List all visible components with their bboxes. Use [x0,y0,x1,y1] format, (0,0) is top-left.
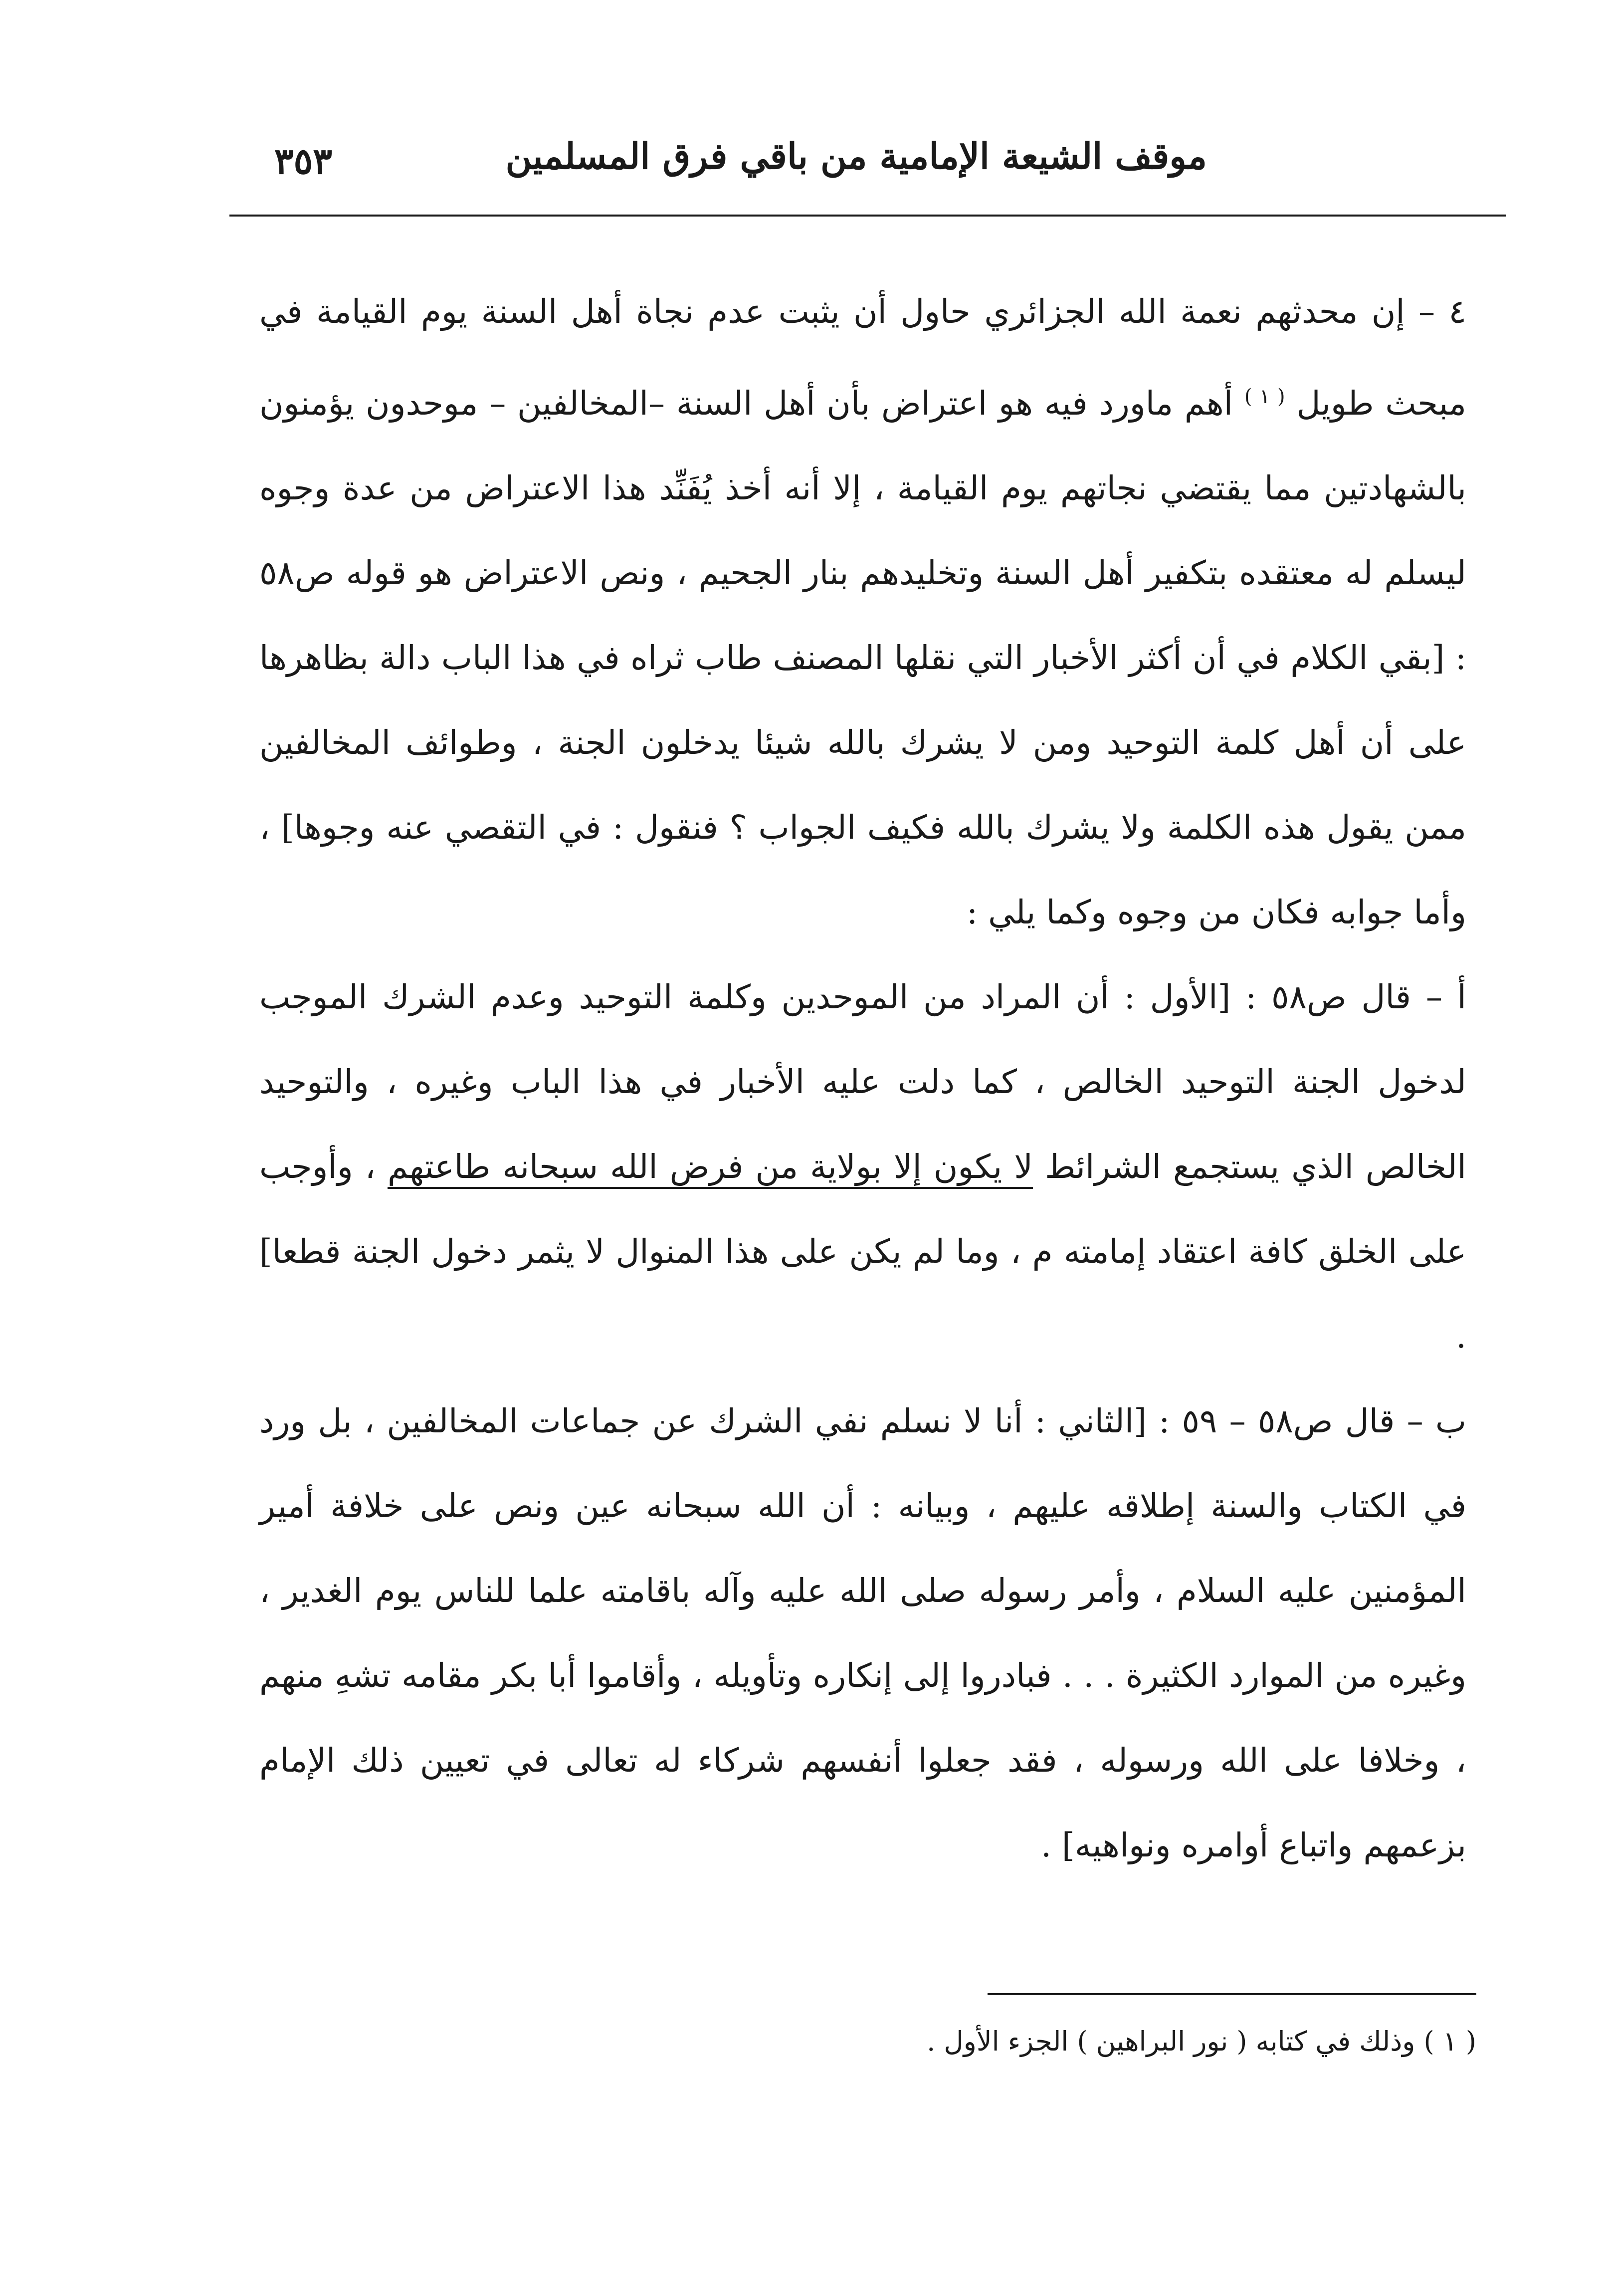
footnote-reference: ( ١ ) [1244,385,1285,408]
running-title: موقف الشيعة الإمامية من باقي فرق المسلمين [505,135,1207,177]
underlined-phrase: لا يكون إلا بولاية من فرض الله سبحانه طاعتهم [388,1148,1033,1186]
page-header [229,120,1506,220]
paragraph-alif-text-a: أ – قال ص٥٨ : [الأول : أن المراد من الموحدين وكلمة التوحيد وعدم الشرك الموجب لدخول الجنة التوحيد الخالص ، كما دلت عليه الأخبار في هذا الباب وغيره ، والتوحيد الخالص الذي يستجمع الشرائط [259,978,1466,1186]
page-number: ٣٥٣ [274,140,333,182]
paragraph-4 [259,269,1466,955]
footnote-divider [988,1993,1476,1995]
paragraph-ba: ب – قال ص٥٨ – ٥٩ : [الثاني : أنا لا نسلم نفي الشرك عن جماعات المخالفين ، بل ورد في الكتاب والسنة إطلاقه عليهم ، وبيانه : أن الله سبحانه عين ونص على خلافة أمير المؤمنين عليه السلام ، وأمر رسوله صلى الله عليه وآله باقامته علما للناس يوم الغدير ، وغيره من الموارد الكثيرة . . . فبادروا إلى إنكاره وتأويله ، وأقاموا أبا بكر مقامه تشهِ منهم ، وخلافا على الله ورسوله ، فقد جعلوا أنفسهم شركاء له تعالى في تعيين ذلك الإمام بزعمهم واتباع أوامره ونواهيه] . [259,1402,1466,1864]
paragraph-4-text-a: ٤ – إن محدثهم نعمة الله الجزائري حاول أن يثبت عدم نجاة أهل السنة يوم القيامة في مبحث طويل [259,292,1467,423]
paragraph-alif-text-b: ، وأوجب على الخلق كافة اعتقاد إمامته م ، وما لم يكن على هذا المنوال لا يثمر دخول الجنة قطعا] . [259,1148,1466,1356]
paragraph-4-text-b: أهم ماورد فيه هو اعتراض بأن أهل السنة –المخالفين – موحدون يؤمنون بالشهادتين مما يقتضي نجاتهم يوم القيامة ، إلا أنه أخذ يُفَنِّد هذا الاعتراض من عدة وجوه ليسلم له معتقده بتكفير أهل السنة وتخليدهم بنار الجحيم ، ونص الاعتراض هو قوله ص٥٨ : [بقي الكلام في أن أكثر الأخبار التي نقلها المصنف طاب ثراه في هذا الباب دالة بظاهرها على أن أهل كلمة التوحيد ومن لا يشرك بالله شيئا يدخلون الجنة ، وطوائف المخالفين ممن يقول هذه الكلمة ولا يشرك بالله فكيف الجواب ؟ فنقول : في التقصي عنه وجوها] ، وأما جوابه فكان من وجوه وكما يلي : [259,384,1466,931]
main-text [259,269,1466,1888]
footnote: ( ١ ) وذلك في كتابه ( نور البراهين ) الجزء الأول . [927,2026,1476,2057]
paragraph-alif [259,955,1466,1379]
header-divider [229,215,1506,217]
